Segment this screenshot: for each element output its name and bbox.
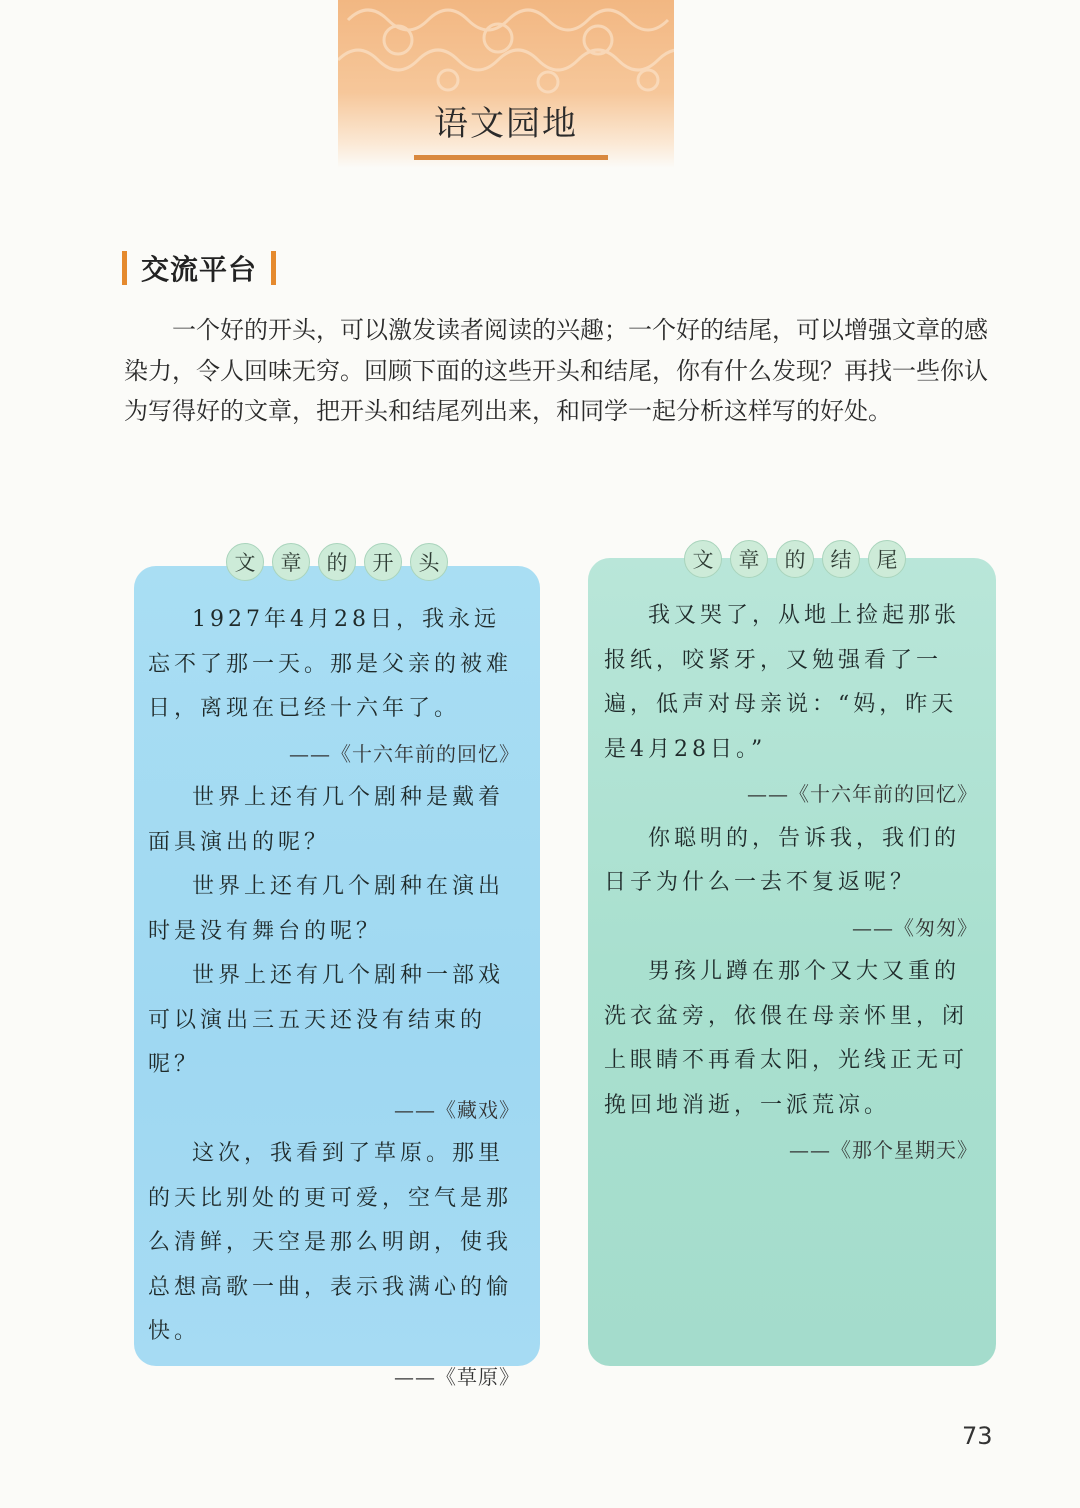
intro-paragraph: 一个好的开头，可以激发读者阅读的兴趣；一个好的结尾，可以增强文章的感染力，令人回味无穷。回顾下面的这些开头和结尾，你有什么发现？再找一些你认为写得好的文章，把开头和结尾列出来，和同学一起分析这样写的好处。 [124,316,988,425]
label-char: 头 [410,543,448,581]
label-char: 尾 [868,540,906,578]
label-char: 结 [822,540,860,578]
section-heading [122,248,276,288]
excerpt-text: 你聪明的，告诉我，我们的日子为什么一去不复返呢？ [604,825,961,895]
label-char: 的 [318,543,356,581]
opening-label [226,543,448,581]
excerpt-text: 世界上还有几个剧种一部戏可以演出三五天还没有结束的呢？ [148,963,505,1077]
ending-content [604,594,978,1173]
excerpt-text: 我又哭了，从地上捡起那张报纸，咬紧牙，又勉强看了一遍，低声对母亲说：“妈，昨天是4月28日。” [604,603,961,762]
heading-bar-right [271,251,276,285]
label-char: 文 [684,540,722,578]
excerpt-source: ——《草原》 [394,1364,520,1389]
page-number: 73 [962,1422,993,1450]
heading-bar-left [122,251,127,285]
excerpt-source: ——《藏戏》 [394,1097,520,1122]
section-title: 交流平台 [141,253,258,286]
label-char: 章 [730,540,768,578]
excerpt-text: 世界上还有几个剧种是戴着面具演出的呢？ [148,785,505,855]
excerpt-text: 男孩儿蹲在那个又大又重的洗衣盆旁，依偎在母亲怀里，闭上眼睛不再看太阳，光线正无可挽回地消逝，一派荒凉。 [604,959,969,1118]
excerpt-source: ——《匆匆》 [852,915,978,940]
page-title: 语文园地 [434,104,578,144]
label-char: 章 [272,543,310,581]
excerpt-source: ——《十六年前的回忆》 [289,741,520,766]
label-char: 的 [776,540,814,578]
opening-content [148,598,520,1399]
excerpt-text: 1927年4月28日，我永远忘不了那一天。那是父亲的被难日，离现在已经十六年了。 [148,607,513,721]
title-underline [414,155,608,160]
excerpt-source: ——《那个星期天》 [789,1138,978,1162]
header-banner [338,0,674,168]
excerpt-source: ——《十六年前的回忆》 [747,782,978,806]
label-char: 开 [364,543,402,581]
excerpt-text: 这次，我看到了草原。那里的天比别处的更可爱，空气是那么清鲜，天空是那么明朗，使我总想高歌一曲，表示我满心的愉快。 [148,1141,513,1344]
ending-label [684,540,906,578]
excerpt-text: 世界上还有几个剧种在演出时是没有舞台的呢？ [148,874,505,944]
label-char: 文 [226,543,264,581]
